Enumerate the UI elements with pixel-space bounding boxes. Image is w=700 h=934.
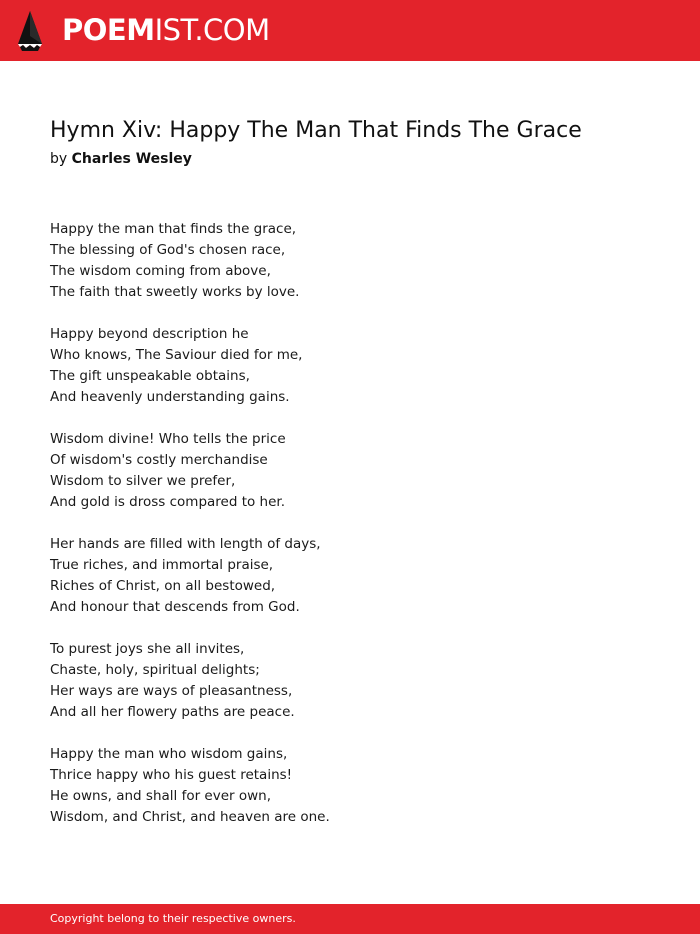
site-footer	[0, 904, 700, 934]
poem-line: Thrice happy who his guest retains!	[50, 767, 293, 783]
copyright-text: Copyright belong to their respective owners.	[50, 912, 296, 925]
stanza	[50, 534, 650, 618]
poem-line: The blessing of God's chosen race,	[50, 242, 286, 258]
poem-line: True riches, and immortal praise,	[50, 557, 274, 573]
stanza	[50, 639, 650, 723]
stanza	[50, 324, 650, 408]
stanza	[50, 429, 650, 513]
poem-line: And heavenly understanding gains.	[50, 389, 290, 405]
poem-line: Wisdom, and Christ, and heaven are one.	[50, 809, 330, 825]
poem-line: Her hands are filled with length of days,	[50, 536, 321, 552]
poem-line: The gift unspeakable obtains,	[50, 368, 250, 384]
poem-line: Wisdom to silver we prefer,	[50, 473, 236, 489]
poem-line: Chaste, holy, spiritual delights;	[50, 662, 260, 678]
site-header	[0, 0, 700, 61]
poem-line: And honour that descends from God.	[50, 599, 300, 615]
site-logo[interactable]	[62, 13, 270, 47]
pen-nib-icon[interactable]	[17, 10, 43, 52]
logo-bold-text: POEM	[62, 13, 155, 47]
author-name: Charles Wesley	[71, 151, 192, 167]
poem-line: To purest joys she all invites,	[50, 641, 245, 657]
poem-line: Her ways are ways of pleasantness,	[50, 683, 293, 699]
poem-line: Happy the man that finds the grace,	[50, 221, 297, 237]
poem-line: Wisdom divine! Who tells the price	[50, 431, 286, 447]
poem-line: The wisdom coming from above,	[50, 263, 271, 279]
byline	[50, 149, 192, 169]
poem-line: The faith that sweetly works by love.	[50, 284, 300, 300]
poem-line: Who knows, The Saviour died for me,	[50, 347, 303, 363]
poem-line: He owns, and shall for ever own,	[50, 788, 272, 804]
byline-prefix: by	[50, 151, 68, 167]
stanza	[50, 219, 650, 303]
poem-title: Hymn Xiv: Happy The Man That Finds The Grace	[50, 118, 582, 143]
poem-body	[50, 219, 650, 849]
logo-light-text: IST.COM	[154, 13, 270, 47]
stanza	[50, 744, 650, 828]
poem-line: And gold is dross compared to her.	[50, 494, 286, 510]
poem-line: And all her flowery paths are peace.	[50, 704, 295, 720]
poem-line: Happy the man who wisdom gains,	[50, 746, 288, 762]
poem-line: Of wisdom's costly merchandise	[50, 452, 268, 468]
poem-line: Happy beyond description he	[50, 326, 249, 342]
poem-line: Riches of Christ, on all bestowed,	[50, 578, 276, 594]
